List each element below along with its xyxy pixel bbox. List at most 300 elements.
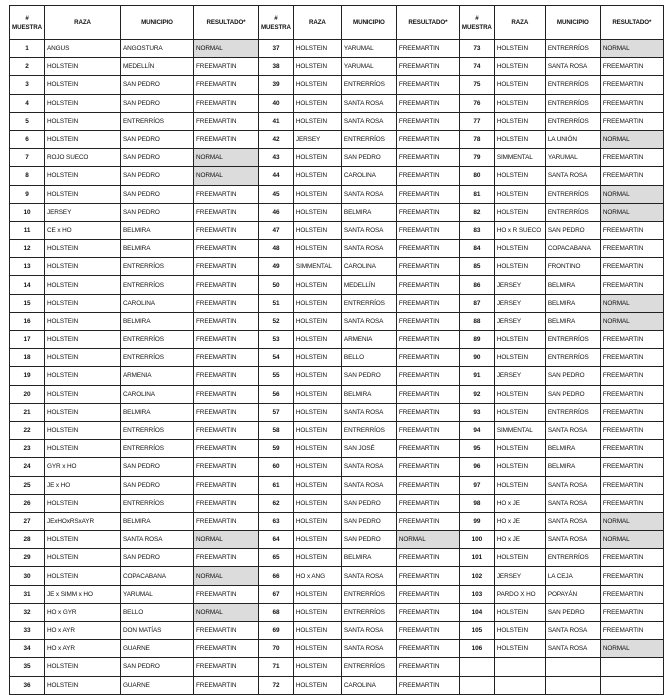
raza-cell: HOLSTEIN	[494, 440, 545, 458]
resultado-cell: FREEMARTIN	[396, 112, 459, 130]
municipio-cell: SANTA ROSA	[341, 458, 396, 476]
resultado-cell: NORMAL	[194, 531, 259, 549]
municipio-cell: SANTA ROSA	[341, 640, 396, 658]
sample-number-cell: 104	[459, 603, 494, 621]
raza-cell: HOLSTEIN	[494, 167, 545, 185]
raza-cell: HOLSTEIN	[293, 494, 341, 512]
raza-cell: SIMMENTAL	[494, 421, 545, 439]
table-row	[10, 112, 664, 130]
sample-number-cell: 50	[259, 276, 294, 294]
resultado-cell: FREEMARTIN	[194, 258, 259, 276]
resultado-cell: FREEMARTIN	[396, 294, 459, 312]
table-row	[10, 258, 664, 276]
resultado-cell: FREEMARTIN	[194, 440, 259, 458]
raza-cell: HOLSTEIN	[45, 403, 121, 421]
sample-number-cell: 17	[10, 331, 45, 349]
municipio-cell: BELMIRA	[121, 312, 194, 330]
sample-number-cell: 61	[259, 476, 294, 494]
resultado-cell: NORMAL	[600, 40, 663, 58]
raza-cell: HOLSTEIN	[293, 167, 341, 185]
municipio-cell: ENTRERRÍOS	[341, 130, 396, 148]
sample-number-cell: 41	[259, 112, 294, 130]
raza-cell	[494, 676, 545, 694]
sample-number-cell: 40	[259, 94, 294, 112]
table-row	[10, 512, 664, 530]
sample-number-cell: 106	[459, 640, 494, 658]
sample-number-cell: 9	[10, 185, 45, 203]
resultado-cell: FREEMARTIN	[194, 658, 259, 676]
municipio-cell: COPACABANA	[121, 567, 194, 585]
resultado-cell: FREEMARTIN	[194, 185, 259, 203]
resultado-cell: FREEMARTIN	[600, 585, 663, 603]
raza-cell: HOLSTEIN	[293, 512, 341, 530]
resultado-cell: FREEMARTIN	[396, 585, 459, 603]
raza-cell: HOLSTEIN	[45, 494, 121, 512]
raza-cell: HOLSTEIN	[293, 240, 341, 258]
table-row	[10, 640, 664, 658]
raza-cell: HOLSTEIN	[494, 203, 545, 221]
raza-cell: HOLSTEIN	[45, 385, 121, 403]
resultado-cell: FREEMARTIN	[600, 276, 663, 294]
municipio-cell: SANTA ROSA	[341, 403, 396, 421]
resultado-cell: FREEMARTIN	[194, 76, 259, 94]
municipio-cell: BELMIRA	[545, 294, 600, 312]
sample-number-cell	[459, 676, 494, 694]
municipio-cell: SAN PEDRO	[121, 149, 194, 167]
sample-number-cell: 24	[10, 458, 45, 476]
table-row	[10, 676, 664, 694]
resultado-cell: FREEMARTIN	[600, 494, 663, 512]
sample-number-cell: 69	[259, 622, 294, 640]
sample-number-cell: 14	[10, 276, 45, 294]
resultado-cell: FREEMARTIN	[396, 40, 459, 58]
raza-cell: HOLSTEIN	[45, 421, 121, 439]
raza-cell: HO x JE	[494, 512, 545, 530]
raza-cell: HOLSTEIN	[293, 40, 341, 58]
municipio-cell: SANTA ROSA	[545, 512, 600, 530]
resultado-cell: NORMAL	[194, 40, 259, 58]
resultado-cell: NORMAL	[600, 312, 663, 330]
sample-number-cell: 96	[459, 458, 494, 476]
sample-number-cell: 39	[259, 76, 294, 94]
municipio-cell: SAN PEDRO	[121, 94, 194, 112]
municipio-cell: ENTRERRÍOS	[341, 603, 396, 621]
sample-number-cell: 16	[10, 312, 45, 330]
municipio-cell: SAN PEDRO	[121, 167, 194, 185]
resultado-cell: NORMAL	[600, 294, 663, 312]
sample-number-cell: 98	[459, 494, 494, 512]
municipio-cell: SANTA ROSA	[341, 112, 396, 130]
header-num-symbol: #	[475, 14, 479, 22]
table-row	[10, 221, 664, 239]
sample-number-cell: 15	[10, 294, 45, 312]
resultado-cell: FREEMARTIN	[194, 203, 259, 221]
raza-cell: HOLSTEIN	[45, 167, 121, 185]
resultado-cell: NORMAL	[600, 531, 663, 549]
resultado-cell: FREEMARTIN	[396, 476, 459, 494]
table-row	[10, 403, 664, 421]
resultado-cell: NORMAL	[600, 185, 663, 203]
header-muestra	[10, 6, 45, 40]
raza-cell: HOLSTEIN	[494, 112, 545, 130]
raza-cell: HOLSTEIN	[494, 331, 545, 349]
raza-cell: JERSEY	[494, 567, 545, 585]
raza-cell: HOLSTEIN	[494, 258, 545, 276]
sample-number-cell: 27	[10, 512, 45, 530]
raza-cell: HOLSTEIN	[45, 276, 121, 294]
sample-number-cell: 58	[259, 421, 294, 439]
table-row	[10, 349, 664, 367]
raza-cell: HOLSTEIN	[293, 385, 341, 403]
resultado-cell: FREEMARTIN	[396, 367, 459, 385]
municipio-cell: SANTA ROSA	[545, 640, 600, 658]
sample-number-cell: 101	[459, 549, 494, 567]
sample-number-cell: 64	[259, 531, 294, 549]
resultado-cell: FREEMARTIN	[600, 476, 663, 494]
header-muestra-label: MUESTRA	[12, 23, 42, 31]
table-row	[10, 476, 664, 494]
raza-cell: HOLSTEIN	[293, 622, 341, 640]
municipio-cell: ENTRERRÍOS	[121, 276, 194, 294]
header-row	[10, 6, 664, 40]
sample-number-cell: 66	[259, 567, 294, 585]
table-row	[10, 276, 664, 294]
municipio-cell: YARUMAL	[341, 40, 396, 58]
municipio-cell: BELLO	[341, 349, 396, 367]
resultado-cell: FREEMARTIN	[194, 221, 259, 239]
resultado-cell: FREEMARTIN	[396, 58, 459, 76]
resultado-cell: FREEMARTIN	[396, 549, 459, 567]
municipio-cell: BELLO	[121, 603, 194, 621]
resultado-cell: FREEMARTIN	[600, 421, 663, 439]
municipio-cell: SANTA ROSA	[341, 94, 396, 112]
municipio-cell: YARUMAL	[341, 58, 396, 76]
raza-cell: SIMMENTAL	[293, 258, 341, 276]
sample-number-cell: 97	[459, 476, 494, 494]
sample-number-cell: 95	[459, 440, 494, 458]
sample-number-cell: 53	[259, 331, 294, 349]
resultado-cell: NORMAL	[194, 567, 259, 585]
resultado-cell: FREEMARTIN	[194, 458, 259, 476]
sample-number-cell: 78	[459, 130, 494, 148]
sample-number-cell: 90	[459, 349, 494, 367]
municipio-cell: ENTRERRÍOS	[545, 112, 600, 130]
raza-cell: HOLSTEIN	[494, 403, 545, 421]
resultado-cell: FREEMARTIN	[600, 331, 663, 349]
header-muestra-label: MUESTRA	[261, 23, 291, 31]
municipio-cell: LA CEJA	[545, 567, 600, 585]
municipio-cell: ENTRERRÍOS	[341, 585, 396, 603]
resultado-cell: FREEMARTIN	[396, 458, 459, 476]
sample-number-cell: 32	[10, 603, 45, 621]
sample-number-cell: 5	[10, 112, 45, 130]
raza-cell: JERSEY	[494, 367, 545, 385]
resultado-cell: FREEMARTIN	[194, 294, 259, 312]
raza-cell: HOLSTEIN	[494, 458, 545, 476]
sample-number-cell: 11	[10, 221, 45, 239]
resultado-cell: FREEMARTIN	[194, 676, 259, 694]
sample-number-cell: 43	[259, 149, 294, 167]
raza-cell: HOLSTEIN	[494, 94, 545, 112]
raza-cell: JExHOxRSxAYR	[45, 512, 121, 530]
table-row	[10, 130, 664, 148]
municipio-cell: ENTRERRÍOS	[545, 549, 600, 567]
municipio-cell: SAN PEDRO	[545, 385, 600, 403]
sample-number-cell: 44	[259, 167, 294, 185]
resultado-cell: FREEMARTIN	[396, 385, 459, 403]
resultado-cell: FREEMARTIN	[396, 403, 459, 421]
raza-cell: HOLSTEIN	[45, 549, 121, 567]
sample-number-cell: 63	[259, 512, 294, 530]
municipio-cell: SANTA ROSA	[341, 476, 396, 494]
raza-cell: HOLSTEIN	[45, 185, 121, 203]
resultado-cell: FREEMARTIN	[600, 349, 663, 367]
resultado-cell: FREEMARTIN	[396, 167, 459, 185]
raza-cell: HOLSTEIN	[293, 112, 341, 130]
resultado-cell: FREEMARTIN	[194, 385, 259, 403]
municipio-cell: SANTA ROSA	[545, 58, 600, 76]
sample-number-cell: 77	[459, 112, 494, 130]
municipio-cell: ENTRERRÍOS	[121, 349, 194, 367]
municipio-cell: POPAYÁN	[545, 585, 600, 603]
municipio-cell: BELMIRA	[545, 276, 600, 294]
resultado-cell: NORMAL	[600, 203, 663, 221]
resultado-cell: NORMAL	[396, 531, 459, 549]
table-row	[10, 76, 664, 94]
municipio-cell: SANTA ROSA	[545, 531, 600, 549]
sample-number-cell: 92	[459, 385, 494, 403]
resultado-cell: FREEMARTIN	[194, 312, 259, 330]
resultado-cell: FREEMARTIN	[194, 349, 259, 367]
municipio-cell: ENTRERRÍOS	[121, 331, 194, 349]
municipio-cell: CAROLINA	[341, 258, 396, 276]
sample-number-cell: 91	[459, 367, 494, 385]
resultado-cell: FREEMARTIN	[396, 276, 459, 294]
raza-cell: HOLSTEIN	[45, 240, 121, 258]
raza-cell: HOLSTEIN	[494, 130, 545, 148]
raza-cell: HOLSTEIN	[293, 658, 341, 676]
sample-number-cell: 21	[10, 403, 45, 421]
resultado-cell: FREEMARTIN	[194, 331, 259, 349]
municipio-cell: ANGOSTURA	[121, 40, 194, 58]
raza-cell: JERSEY	[45, 203, 121, 221]
header-municipio: MUNICIPIO	[545, 6, 600, 40]
resultado-cell: FREEMARTIN	[600, 440, 663, 458]
resultado-cell: FREEMARTIN	[194, 421, 259, 439]
municipio-cell: ENTRERRÍOS	[545, 331, 600, 349]
raza-cell: HOLSTEIN	[494, 185, 545, 203]
resultado-cell: FREEMARTIN	[194, 476, 259, 494]
resultado-cell	[600, 676, 663, 694]
table-row	[10, 312, 664, 330]
resultado-cell: NORMAL	[194, 149, 259, 167]
sample-number-cell: 105	[459, 622, 494, 640]
resultado-cell: FREEMARTIN	[194, 622, 259, 640]
raza-cell: SIMMENTAL	[494, 149, 545, 167]
header-municipio: MUNICIPIO	[341, 6, 396, 40]
raza-cell: HOLSTEIN	[45, 58, 121, 76]
sample-number-cell: 2	[10, 58, 45, 76]
resultado-cell: FREEMARTIN	[194, 494, 259, 512]
raza-cell: HO x JE	[494, 494, 545, 512]
municipio-cell: YARUMAL	[121, 585, 194, 603]
sample-number-cell: 23	[10, 440, 45, 458]
sample-number-cell: 10	[10, 203, 45, 221]
resultado-cell: NORMAL	[194, 167, 259, 185]
resultado-cell: FREEMARTIN	[396, 185, 459, 203]
raza-cell: HOLSTEIN	[494, 40, 545, 58]
municipio-cell: SAN PEDRO	[121, 130, 194, 148]
raza-cell: HOLSTEIN	[293, 349, 341, 367]
municipio-cell: ENTRERRÍOS	[121, 258, 194, 276]
sample-number-cell: 7	[10, 149, 45, 167]
municipio-cell: CAROLINA	[121, 385, 194, 403]
header-num-symbol: #	[274, 14, 278, 22]
sample-number-cell: 52	[259, 312, 294, 330]
raza-cell: JE x SIMM x HO	[45, 585, 121, 603]
municipio-cell: BELMIRA	[545, 312, 600, 330]
sample-number-cell: 42	[259, 130, 294, 148]
sample-number-cell: 84	[459, 240, 494, 258]
municipio-cell: SANTA ROSA	[341, 185, 396, 203]
municipio-cell: COPACABANA	[545, 240, 600, 258]
sample-number-cell: 59	[259, 440, 294, 458]
resultado-cell: FREEMARTIN	[194, 276, 259, 294]
municipio-cell: SANTA ROSA	[545, 494, 600, 512]
raza-cell: HOLSTEIN	[293, 440, 341, 458]
raza-cell: HOLSTEIN	[293, 76, 341, 94]
sample-number-cell	[459, 658, 494, 676]
table-row	[10, 585, 664, 603]
resultado-cell: FREEMARTIN	[396, 567, 459, 585]
municipio-cell: BELMIRA	[121, 240, 194, 258]
municipio-cell: SANTA ROSA	[545, 622, 600, 640]
raza-cell: ANGUS	[45, 40, 121, 58]
resultado-cell: FREEMARTIN	[396, 203, 459, 221]
municipio-cell: BELMIRA	[545, 440, 600, 458]
sample-number-cell: 1	[10, 40, 45, 58]
resultado-cell: FREEMARTIN	[600, 458, 663, 476]
municipio-cell: SAN PEDRO	[121, 458, 194, 476]
table-row	[10, 421, 664, 439]
municipio-cell: ENTRERRÍOS	[545, 94, 600, 112]
municipio-cell: BELMIRA	[121, 403, 194, 421]
table-row	[10, 167, 664, 185]
resultado-cell: FREEMARTIN	[194, 585, 259, 603]
sample-number-cell: 74	[459, 58, 494, 76]
raza-cell: HOLSTEIN	[293, 331, 341, 349]
municipio-cell: CAROLINA	[341, 676, 396, 694]
raza-cell: HOLSTEIN	[293, 149, 341, 167]
raza-cell: JERSEY	[494, 294, 545, 312]
raza-cell: HOLSTEIN	[293, 476, 341, 494]
resultado-cell: FREEMARTIN	[600, 58, 663, 76]
raza-cell: HOLSTEIN	[293, 185, 341, 203]
sample-number-cell: 100	[459, 531, 494, 549]
resultado-cell: FREEMARTIN	[600, 94, 663, 112]
raza-cell: HOLSTEIN	[293, 585, 341, 603]
sample-number-cell: 46	[259, 203, 294, 221]
freemartin-results-table	[9, 5, 664, 695]
municipio-cell: ENTRERRÍOS	[121, 421, 194, 439]
results-table-container	[9, 5, 664, 695]
raza-cell: HO x GYR	[45, 603, 121, 621]
header-resultado: RESULTADO*	[396, 6, 459, 40]
municipio-cell: SAN PEDRO	[121, 476, 194, 494]
header-muestra	[259, 6, 294, 40]
resultado-cell: FREEMARTIN	[396, 676, 459, 694]
municipio-cell: SANTA ROSA	[341, 567, 396, 585]
raza-cell: HOLSTEIN	[293, 367, 341, 385]
resultado-cell: FREEMARTIN	[396, 622, 459, 640]
resultado-cell: FREEMARTIN	[194, 240, 259, 258]
header-raza: RAZA	[45, 6, 121, 40]
raza-cell: HOLSTEIN	[45, 130, 121, 148]
municipio-cell: ENTRERRÍOS	[545, 76, 600, 94]
municipio-cell: ENTRERRÍOS	[121, 494, 194, 512]
municipio-cell: SANTA ROSA	[545, 476, 600, 494]
resultado-cell: FREEMARTIN	[600, 112, 663, 130]
resultado-cell: FREEMARTIN	[600, 258, 663, 276]
sample-number-cell: 72	[259, 676, 294, 694]
raza-cell: HOLSTEIN	[494, 76, 545, 94]
resultado-cell: FREEMARTIN	[600, 167, 663, 185]
table-row	[10, 149, 664, 167]
resultado-cell: FREEMARTIN	[194, 94, 259, 112]
sample-number-cell: 57	[259, 403, 294, 421]
resultado-cell: FREEMARTIN	[396, 421, 459, 439]
municipio-cell: ENTRERRÍOS	[341, 658, 396, 676]
raza-cell: CE x HO	[45, 221, 121, 239]
resultado-cell: FREEMARTIN	[396, 312, 459, 330]
raza-cell: JERSEY	[293, 130, 341, 148]
resultado-cell: FREEMARTIN	[396, 349, 459, 367]
sample-number-cell: 48	[259, 240, 294, 258]
municipio-cell: CAROLINA	[121, 294, 194, 312]
sample-number-cell: 85	[459, 258, 494, 276]
municipio-cell: SANTA ROSA	[545, 167, 600, 185]
sample-number-cell: 54	[259, 349, 294, 367]
resultado-cell: FREEMARTIN	[396, 221, 459, 239]
municipio-cell: SAN JOSÉ	[341, 440, 396, 458]
sample-number-cell: 87	[459, 294, 494, 312]
raza-cell: HOLSTEIN	[293, 276, 341, 294]
raza-cell: HOLSTEIN	[494, 349, 545, 367]
resultado-cell: NORMAL	[194, 603, 259, 621]
sample-number-cell: 86	[459, 276, 494, 294]
resultado-cell: FREEMARTIN	[600, 403, 663, 421]
table-row	[10, 658, 664, 676]
sample-number-cell: 4	[10, 94, 45, 112]
raza-cell: HOLSTEIN	[293, 312, 341, 330]
resultado-cell: FREEMARTIN	[194, 512, 259, 530]
header-muestra-label: MUESTRA	[461, 23, 492, 31]
sample-number-cell: 94	[459, 421, 494, 439]
raza-cell: PARDO X HO	[494, 585, 545, 603]
header-muestra	[459, 6, 494, 40]
raza-cell: HOLSTEIN	[494, 640, 545, 658]
raza-cell: HOLSTEIN	[45, 76, 121, 94]
resultado-cell: FREEMARTIN	[600, 603, 663, 621]
raza-cell: HOLSTEIN	[494, 476, 545, 494]
table-row	[10, 567, 664, 585]
sample-number-cell: 6	[10, 130, 45, 148]
resultado-cell: FREEMARTIN	[194, 367, 259, 385]
table-row	[10, 294, 664, 312]
table-row	[10, 240, 664, 258]
sample-number-cell: 34	[10, 640, 45, 658]
municipio-cell: SAN PEDRO	[545, 603, 600, 621]
